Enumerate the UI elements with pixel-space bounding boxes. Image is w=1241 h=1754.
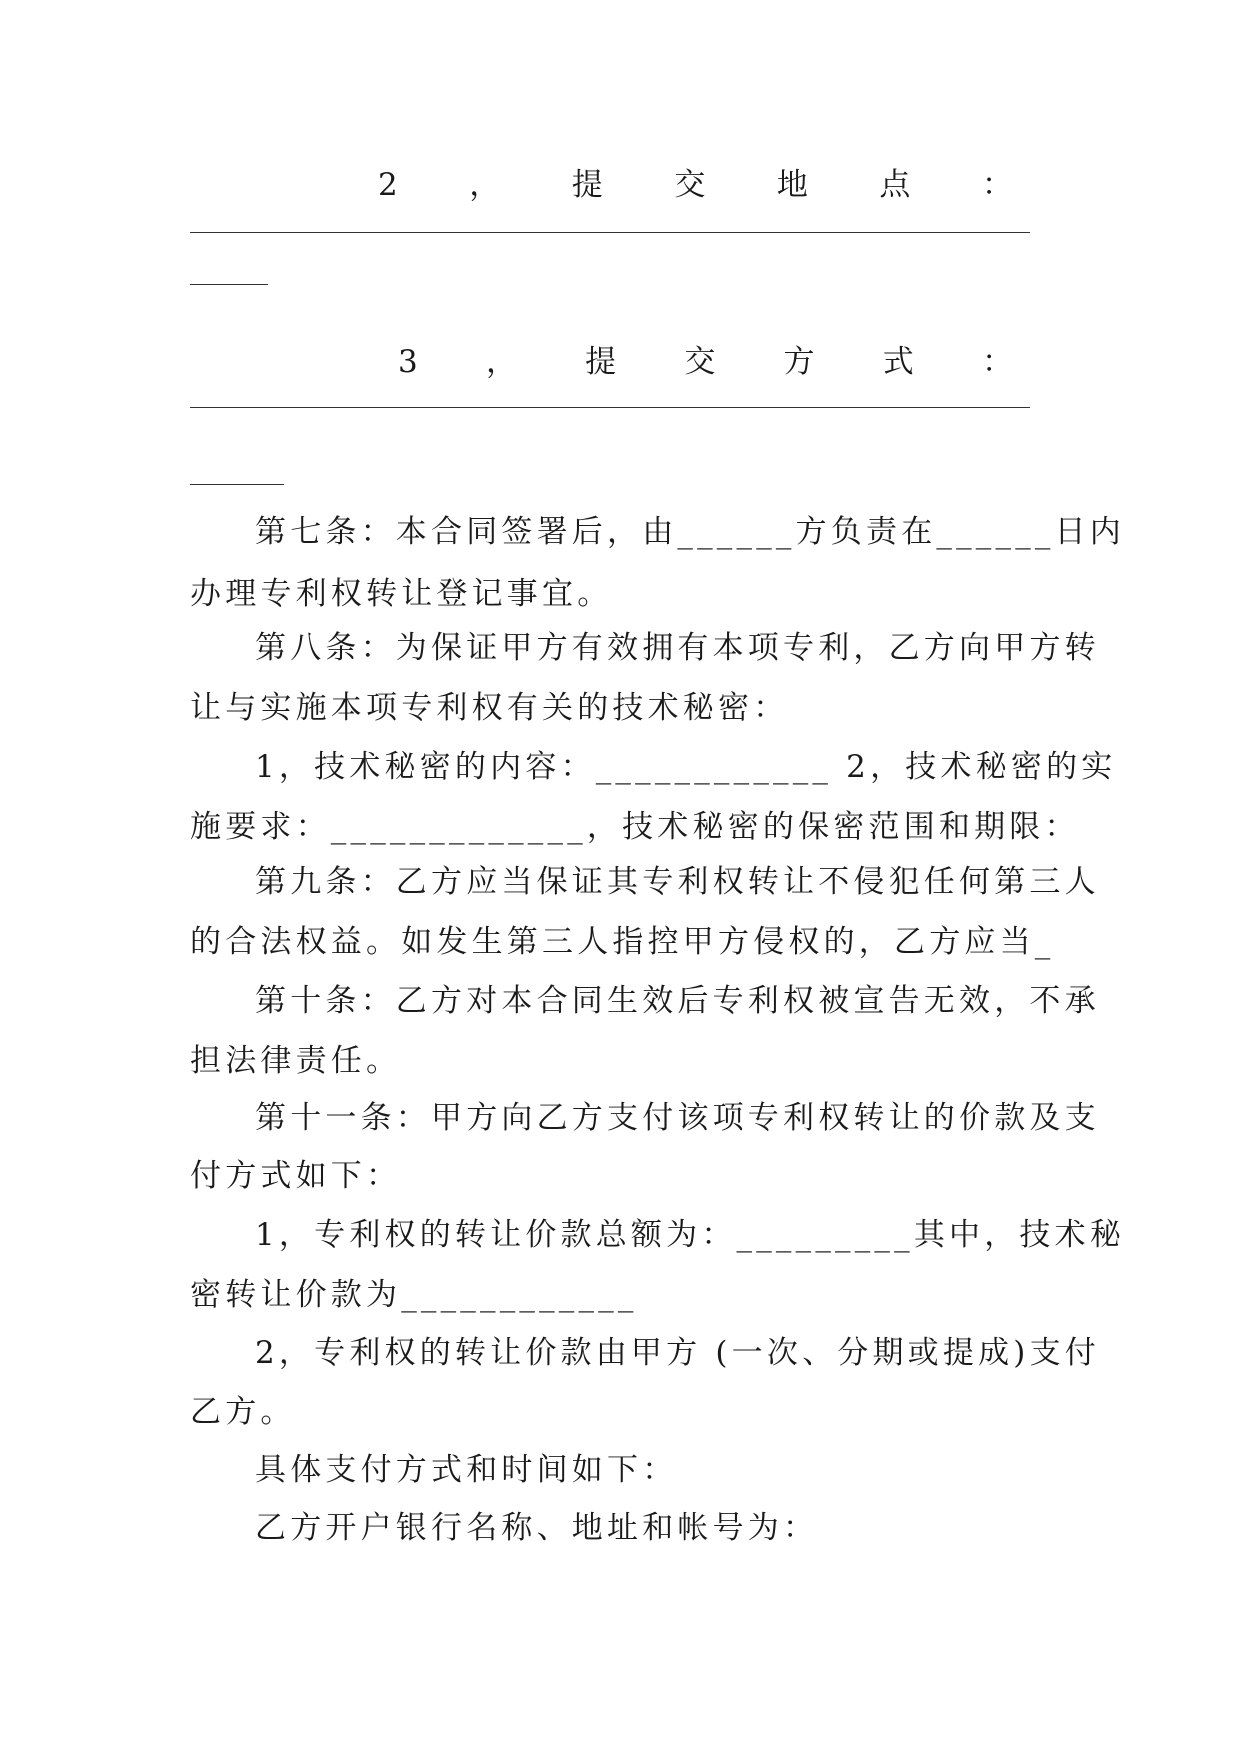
item-3-number: 3 bbox=[398, 344, 418, 380]
item-2-char-4: 点 bbox=[879, 167, 911, 203]
item-3-char-4: 式 bbox=[882, 344, 914, 380]
item-3-heading bbox=[398, 342, 1013, 382]
item-3-char-3: 方 bbox=[783, 344, 815, 380]
item-2-comma: ， bbox=[469, 167, 501, 203]
item-2-blank-line bbox=[190, 232, 1030, 233]
article-11-line-1: 第十一条：甲方向乙方支付该项专利权转让的价款及支 bbox=[255, 1100, 1100, 1136]
bank-info-line: 乙方开户银行名称、地址和帐号为： bbox=[255, 1510, 819, 1546]
item-3-blank-line bbox=[190, 407, 1030, 408]
article-11-item-1-line-2: 密转让价款为____________ bbox=[190, 1277, 638, 1313]
item-2-char-3: 地 bbox=[776, 167, 808, 203]
article-11-item-2-line-1: 2，专利权的转让价款由甲方 (一次、分期或提成)支付 bbox=[255, 1335, 1100, 1371]
article-8-item-line-1: 1，技术秘密的内容：____________ 2，技术秘密的实 bbox=[255, 749, 1117, 785]
article-7-line-1: 第七条：本合同签署后，由______方负责在______日内 bbox=[255, 514, 1125, 550]
item-3-comma: ， bbox=[485, 344, 517, 380]
item-2-colon: ： bbox=[981, 167, 1013, 203]
item-3-char-2: 交 bbox=[684, 344, 716, 380]
item-2-char-1: 提 bbox=[571, 167, 603, 203]
article-11-item-1-line-1: 1，专利权的转让价款总额为：_________其中，技术秘 bbox=[255, 1217, 1126, 1253]
item-2-number: 2 bbox=[378, 167, 398, 203]
article-11-item-2-line-2: 乙方。 bbox=[190, 1394, 296, 1430]
article-7-line-2: 办理专利权转让登记事宜。 bbox=[190, 576, 613, 612]
article-8-line-1: 第八条：为保证甲方有效拥有本项专利，乙方向甲方转 bbox=[255, 630, 1100, 666]
article-11-line-2: 付方式如下： bbox=[190, 1158, 402, 1194]
item-3-colon: ： bbox=[981, 344, 1013, 380]
item-2-char-2: 交 bbox=[674, 167, 706, 203]
article-9-line-2: 的合法权益。如发生第三人指控甲方侵权的，乙方应当_ bbox=[190, 924, 1055, 960]
item-2-heading bbox=[378, 165, 1013, 205]
item-3-char-1: 提 bbox=[585, 344, 617, 380]
article-8-line-2: 让与实施本项专利权有关的技术秘密： bbox=[190, 690, 789, 726]
item-2-blank-line-end bbox=[190, 284, 268, 285]
article-8-item-line-2: 施要求：_____________，技术秘密的保密范围和期限： bbox=[190, 809, 1080, 845]
payment-method-line: 具体支付方式和时间如下： bbox=[255, 1452, 678, 1488]
article-10-line-2: 担法律责任。 bbox=[190, 1043, 402, 1079]
article-10-line-1: 第十条：乙方对本合同生效后专利权被宣告无效，不承 bbox=[255, 983, 1100, 1019]
article-9-line-1: 第九条：乙方应当保证其专利权转让不侵犯任何第三人 bbox=[255, 864, 1100, 900]
item-3-blank-line-end bbox=[190, 484, 284, 485]
